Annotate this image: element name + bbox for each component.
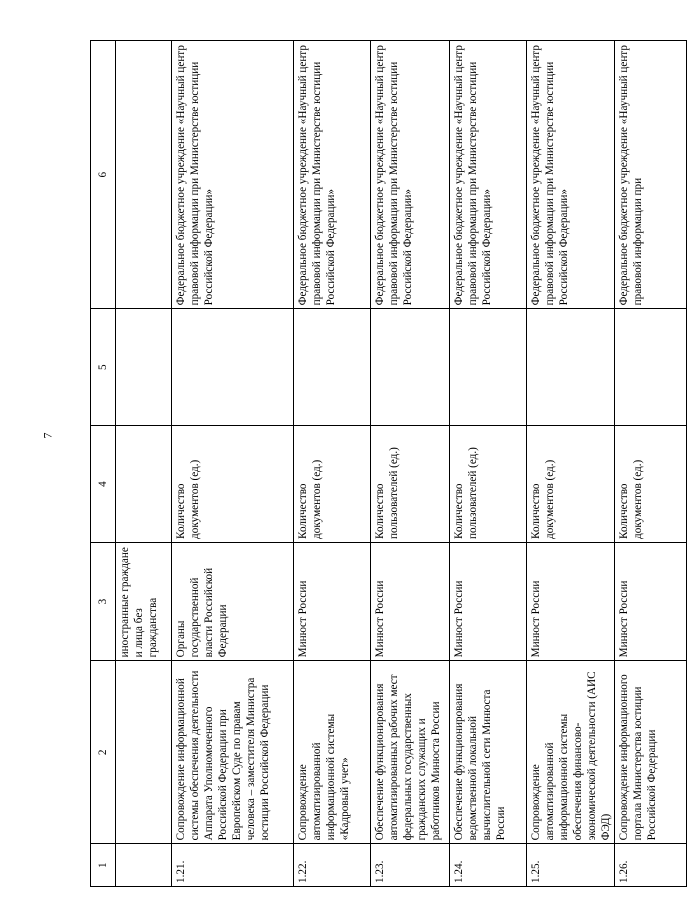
header-cell: 2 bbox=[91, 661, 116, 844]
header-cell: 6 bbox=[91, 41, 116, 309]
num-cell: 1.26. bbox=[615, 844, 687, 887]
rotated-table-frame bbox=[90, 40, 658, 887]
table-row bbox=[172, 41, 294, 887]
num-cell: 1.25. bbox=[527, 844, 615, 887]
name-cell: Сопровождение информационной системы обеспечения деятельности Аппарата Уполномоченного Российской Федерации при Европейском Суде по правам человека – заместителя Министра юстиции Российской Федерации bbox=[172, 661, 294, 844]
executor-cell: Федеральное бюджетное учреждение «Научный центр правовой информации при Министерстве юстиции Российской Федерации» bbox=[450, 41, 527, 309]
header-cell: 3 bbox=[91, 542, 116, 660]
table-row bbox=[615, 41, 687, 887]
indicator-cell: Количество документов (ед.) bbox=[527, 426, 615, 543]
name-cell: Сопровождение информационного портала Министерства юстиции Российской Федерации bbox=[615, 661, 687, 844]
executor-cell: Федеральное бюджетное учреждение «Научный центр правовой информации при bbox=[615, 41, 687, 309]
recipients-cell: иностранные граждане и лица без гражданства bbox=[116, 542, 172, 660]
indicator-cell: Количество документов (ед.) bbox=[172, 426, 294, 543]
page-number: 7 bbox=[40, 432, 55, 439]
indicator-cell bbox=[116, 426, 172, 543]
value-cell bbox=[615, 309, 687, 426]
recipients-cell: Органы государственной власти Российской Федерации bbox=[172, 542, 294, 660]
executor-cell bbox=[116, 41, 172, 309]
name-cell bbox=[116, 661, 172, 844]
name-cell: Сопровождение автоматизированной информационной системы обеспечения финансово-экономической деятельности (АИС ФЭД) bbox=[527, 661, 615, 844]
num-cell: 1.24. bbox=[450, 844, 527, 887]
table-row-continuation bbox=[116, 41, 172, 887]
recipients-cell: Минюст России bbox=[615, 542, 687, 660]
executor-cell: Федеральное бюджетное учреждение «Научный центр правовой информации при Министерстве юстиции Российской Федерации» bbox=[294, 41, 371, 309]
value-cell bbox=[450, 309, 527, 426]
recipients-cell: Минюст России bbox=[450, 542, 527, 660]
value-cell bbox=[172, 309, 294, 426]
table-row bbox=[527, 41, 615, 887]
header-cell: 4 bbox=[91, 426, 116, 543]
recipients-cell: Минюст России bbox=[294, 542, 371, 660]
name-cell: Сопровождение автоматизированной информационной системы «Кадровый учет» bbox=[294, 661, 371, 844]
name-cell: Обеспечение функционирования автоматизированных рабочих мест федеральных государственных гражданских служащих и работников Минюста России bbox=[371, 661, 450, 844]
executor-cell: Федеральное бюджетное учреждение «Научный центр правовой информации при Министерстве юстиции Российской Федерации» bbox=[371, 41, 450, 309]
table-header-row bbox=[91, 41, 116, 887]
num-cell: 1.22. bbox=[294, 844, 371, 887]
num-cell: 1.23. bbox=[371, 844, 450, 887]
value-cell bbox=[294, 309, 371, 426]
name-cell: Обеспечение функционирования ведомственной локальной вычислительной сети Минюста России bbox=[450, 661, 527, 844]
indicator-cell: Количество пользователей (ед.) bbox=[371, 426, 450, 543]
header-cell: 5 bbox=[91, 309, 116, 426]
recipients-cell: Минюст России bbox=[527, 542, 615, 660]
services-table bbox=[90, 40, 687, 887]
value-cell bbox=[527, 309, 615, 426]
indicator-cell: Количество пользователей (ед.) bbox=[450, 426, 527, 543]
table-row bbox=[294, 41, 371, 887]
executor-cell: Федеральное бюджетное учреждение «Научный центр правовой информации при Министерстве юстиции Российской Федерации» bbox=[527, 41, 615, 309]
table-row bbox=[371, 41, 450, 887]
table-row bbox=[450, 41, 527, 887]
rotated-table-wrapper bbox=[90, 40, 658, 887]
num-cell bbox=[116, 844, 172, 887]
indicator-cell: Количество документов (ед.) bbox=[294, 426, 371, 543]
indicator-cell: Количество документов (ед.) bbox=[615, 426, 687, 543]
value-cell bbox=[116, 309, 172, 426]
executor-cell: Федеральное бюджетное учреждение «Научный центр правовой информации при Министерстве юстиции Российской Федерации» bbox=[172, 41, 294, 309]
header-cell: 1 bbox=[91, 844, 116, 887]
recipients-cell: Минюст России bbox=[371, 542, 450, 660]
num-cell: 1.21. bbox=[172, 844, 294, 887]
value-cell bbox=[371, 309, 450, 426]
